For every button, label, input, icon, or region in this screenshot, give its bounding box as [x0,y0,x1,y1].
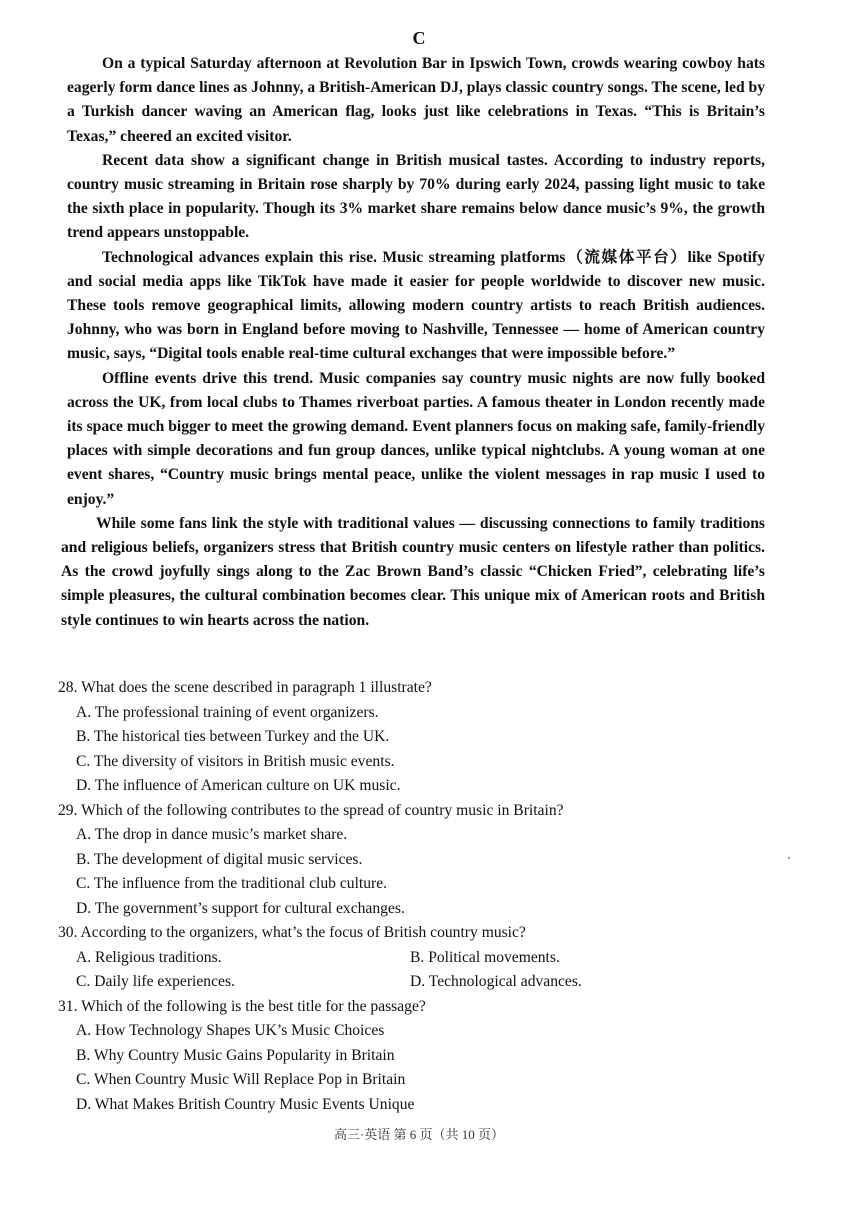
option-b: B. Political movements. [410,948,560,966]
option-row [58,946,778,971]
question-stem: 29. Which of the following contributes to the spread of country music in Britain? [58,801,564,819]
section-heading: C [412,28,426,48]
question-31 [58,995,778,1118]
option-row [58,970,778,995]
option-a: A. The professional training of event organizers. [76,703,379,721]
scan-speck [788,857,790,859]
option-c: C. The influence from the traditional club culture. [76,875,388,892]
question-stem: 31. Which of the following is the best title for the passage? [58,997,426,1015]
option-a: A. The drop in dance music’s market share. [76,826,348,843]
question-29 [58,799,778,922]
passage-paragraph-1: On a typical Saturday afternoon at Revolution Bar in Ipswich Town, crowds wearing cowboy hats eagerly form dance lines as Johnny, a British-American DJ, plays classic country songs. The scene, led by a Turkish dancer waving an American flag, looks just like celebrations in Texas. “This is Britain’s Texas,” cheered an excited visitor. [67,55,765,145]
question-stem: 30. According to the organizers, what’s the focus of British country music? [58,924,526,941]
reading-passage [61,52,765,633]
question-list [58,676,778,1117]
passage-paragraph-2: Recent data show a significant change in British musical tastes. According to industry reports, country music streaming in Britain rose sharply by 70% during early 2024, passing light music to take the sixth place in popularity. Though its 3% market share remains below dance music’s 9%, the growth trend appears unstoppable. [67,151,765,242]
option-c: C. When Country Music Will Replace Pop in Britain [76,1071,406,1088]
page-footer: 高三·英语 第 6 页（共 10 页） [333,1127,505,1142]
question-28 [58,676,778,799]
option-d: D. The government’s support for cultural exchanges. [76,899,405,917]
passage-paragraph-3: Technological advances explain this rise. Music streaming platforms（流媒体平台）like Spotify and social media apps like TikTok have made it easier for people worldwide to discover new music. These tools remove geographical limits, allowing modern country artists to reach British audiences. Johnny, who was born in England before moving to Nashville, Tennessee — home of American country music, says, “Digital tools enable real-time cultural exchanges that were impossible before.” [67,248,765,363]
option-b: B. The development of digital music services. [76,850,363,868]
option-b: B. The historical ties between Turkey and the UK. [76,728,390,745]
option-a: A. How Technology Shapes UK’s Music Choices [76,1022,385,1039]
option-b: B. Why Country Music Gains Popularity in Britain [76,1046,395,1064]
passage-paragraph-4: Offline events drive this trend. Music companies say country music nights are now fully booked across the UK, from local clubs to Thames riverboat parties. A famous theater in London recently made its space much bigger to meet the growing demand. Event planners focus on making safe, family-friendly places with simple decorations and fun group dances, unlike typical nightclubs. A young woman at one event shares, “Country music brings mental peace, unlike the violent messages in rap music I used to enjoy.” [67,369,765,508]
question-30 [58,921,778,995]
passage-paragraph-5: While some fans link the style with traditional values — discussing connections to family traditions and religious beliefs, organizers stress that British country music centers on lifestyle rather than politics. As the crowd joyfully sings along to the Zac Brown Band’s classic “Chicken Fried”, celebrating life’s simple pleasures, the cultural combination becomes clear. This unique mix of American roots and British style continues to win hearts across the nation. [61,514,765,629]
question-stem: 28. What does the scene described in paragraph 1 illustrate? [58,679,432,696]
option-c: C. Daily life experiences. [76,973,235,990]
option-d: D. Technological advances. [410,973,582,990]
option-a: A. Religious traditions. [76,948,222,966]
option-d: D. What Makes British Country Music Events Unique [76,1095,415,1113]
option-d: D. The influence of American culture on UK music. [76,777,401,794]
option-c: C. The diversity of visitors in British music events. [76,752,395,770]
